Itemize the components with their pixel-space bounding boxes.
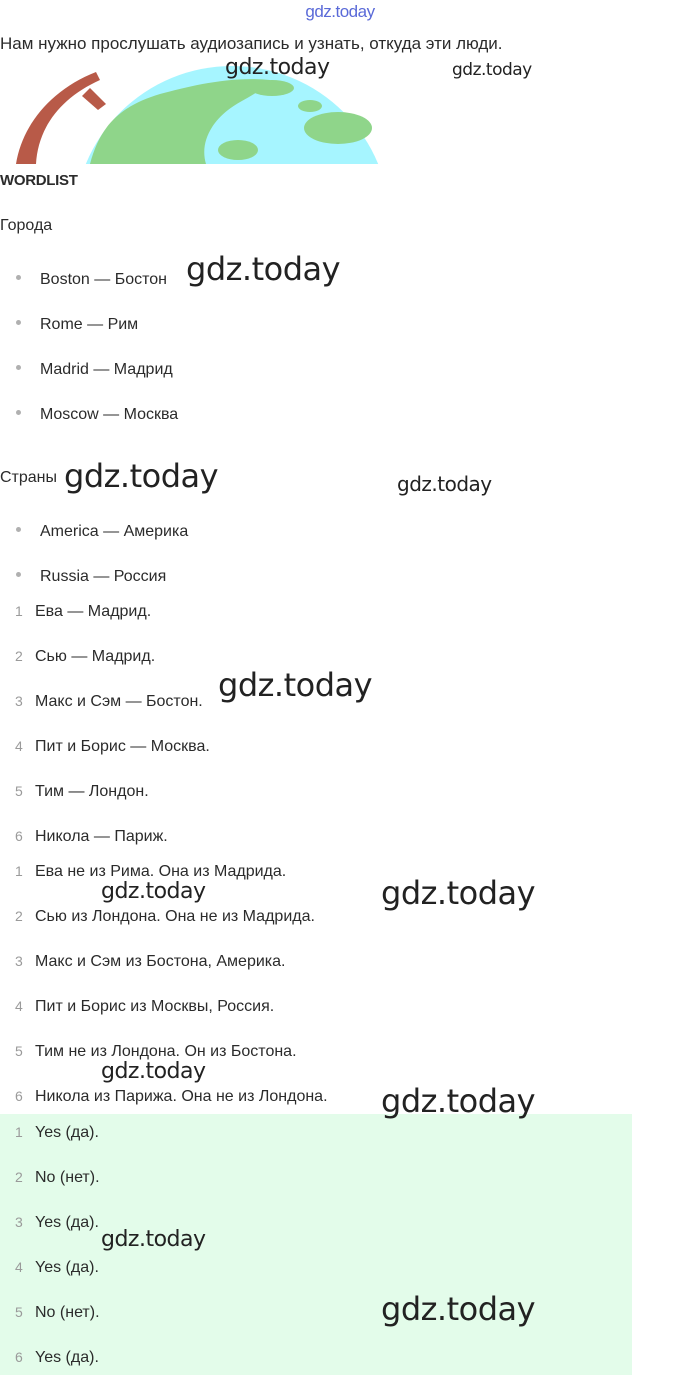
watermark: gdz.today: [225, 55, 330, 80]
answers-highlight: [0, 1114, 632, 1375]
list-item: Madrid — Мадрид: [16, 361, 173, 379]
watermark: gdz.today: [186, 250, 341, 288]
list-item: 5 Тим — Лондон.: [15, 783, 149, 800]
list-item: 5 Тим не из Лондона. Он из Бостона.: [15, 1043, 297, 1060]
bullet-icon: [16, 365, 21, 370]
watermark: gdz.today: [381, 1290, 536, 1328]
list-item: Rome — Рим: [16, 316, 138, 334]
bullet-icon: [16, 320, 21, 325]
wordlist-heading: WORDLIST: [0, 172, 78, 189]
watermark: gdz.today: [381, 1082, 536, 1120]
watermark: gdz.today: [452, 60, 532, 80]
list-item: 4 Пит и Борис — Москва.: [15, 738, 210, 755]
list-item: 3 Макс и Сэм — Бостон.: [15, 693, 203, 710]
intro-text: Нам нужно прослушать аудиозапись и узнать, откуда эти люди.: [0, 34, 503, 53]
watermark: gdz.today: [397, 472, 492, 496]
list-item: 4 Yes (да).: [15, 1259, 99, 1276]
list-item: 6 Никола из Парижа. Она не из Лондона.: [15, 1088, 328, 1105]
watermark: gdz.today: [101, 879, 206, 904]
list-item: Boston — Бостон: [16, 271, 167, 289]
list-item: 3 Макс и Сэм из Бостона, Америка.: [15, 953, 286, 970]
watermark: gdz.today: [64, 457, 219, 495]
bullet-icon: [16, 275, 21, 280]
list-item: 1 Yes (да).: [15, 1124, 99, 1141]
bullet-icon: [16, 527, 21, 532]
countries-label: Страны: [0, 469, 58, 486]
globe-illustration: [10, 66, 390, 164]
list-item: 1 Ева — Мадрид.: [15, 603, 152, 620]
watermark: gdz.today: [101, 1059, 206, 1084]
list-item: 5 No (нет).: [15, 1304, 100, 1321]
list-item: 6 Yes (да).: [15, 1349, 99, 1366]
watermark: gdz.today: [381, 874, 536, 912]
list-item: 6 Никола — Париж.: [15, 828, 168, 845]
list-item: Moscow — Москва: [16, 406, 178, 424]
bullet-icon: [16, 410, 21, 415]
list-item: 2 No (нет).: [15, 1169, 100, 1186]
watermark: gdz.today: [218, 666, 373, 704]
list-item: 2 Сью — Мадрид.: [15, 648, 156, 665]
list-item: 4 Пит и Борис из Москвы, Россия.: [15, 998, 275, 1015]
watermark: gdz.today: [101, 1227, 206, 1252]
top-watermark: gdz.today: [305, 2, 375, 21]
list-item: 3 Yes (да).: [15, 1214, 99, 1231]
list-item: Russia — Россия: [16, 568, 166, 586]
list-item: 2 Сью из Лондона. Она не из Мадрида.: [15, 908, 315, 925]
bullet-icon: [16, 572, 21, 577]
cities-label: Города: [0, 217, 53, 234]
list-item: 1 Ева не из Рима. Она из Мадрида.: [15, 863, 287, 880]
list-item: America — Америка: [16, 523, 188, 541]
